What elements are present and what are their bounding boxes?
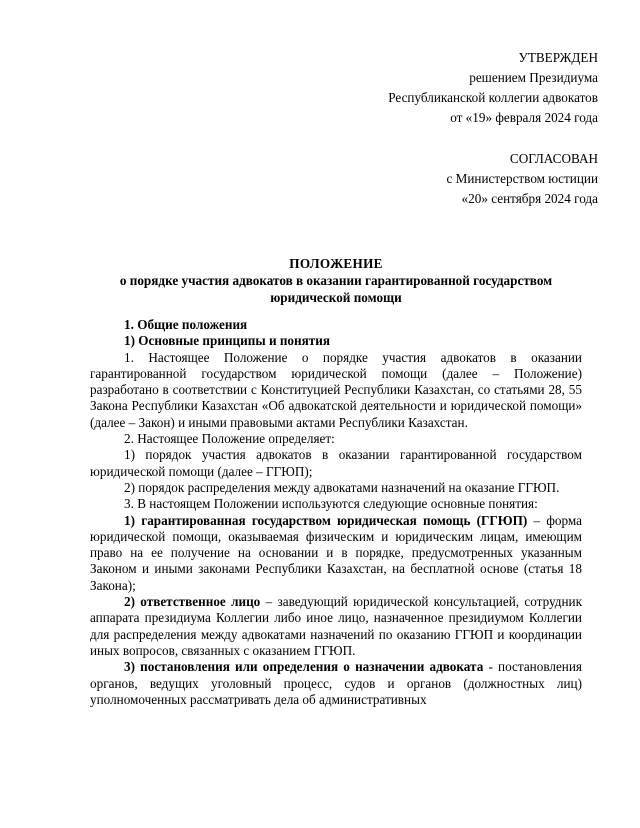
paragraph-3: 3. В настоящем Положении используются следующие основные понятия: — [124, 496, 538, 512]
agreed-heading: СОГЛАСОВАН — [509, 151, 598, 166]
approval-header-block — [90, 48, 598, 209]
approved-organization-line: Республиканской коллегии адвокатов — [388, 90, 598, 105]
definition-1-body: – форма юридической помощи, оказываемая физическим и юридическим лицам, имеющим право на ее получение на основании и в порядке, предусмотренных указанным Законом и иными законами Республики Казахстан, на бесплатной основе (статья 18 Закона); — [90, 512, 582, 593]
paragraph-2: 2. Настоящее Положение определяет: — [124, 431, 335, 447]
document-body — [90, 317, 582, 708]
subsection-heading-principles-and-concepts: 1) Основные принципы и понятия — [124, 333, 330, 349]
paragraph-2-item-1: 1) порядок участия адвокатов в оказании гарантированной государством юридической помощи (далее – ГГЮП); — [90, 447, 582, 479]
approved-heading: УТВЕРЖДЕН — [518, 50, 598, 65]
approved-by-group — [90, 48, 598, 128]
definition-item-1 — [90, 513, 582, 594]
paragraph-2-item-2: 2) порядок распределения между адвокатами назначений на оказание ГГЮП. — [124, 479, 560, 495]
definition-1-term: 1) гарантированная государством юридическая помощь (ГГЮП) — [124, 512, 528, 528]
definition-2-body: – заведующий юридической консультацией, сотрудник аппарата президиума Коллегии либо иное лицо, назначенное президиумом Коллегии для распределения между адвокатами назначений по оказанию ГГЮП и координации иных вопросов, связанных с оказанием ГГЮП. — [90, 594, 582, 658]
agreed-authority-line: с Министерством юстиции — [446, 171, 598, 186]
definition-2-term: 2) ответственное лицо — [124, 594, 261, 610]
definition-3-body: - постановления органов, ведущих уголовный процесс, судов и органов (должностных лиц) уполномоченных рассматривать дела об административных — [90, 659, 582, 707]
document-subtitle-line-2: юридической помощи — [270, 290, 402, 305]
definition-item-2 — [90, 594, 582, 659]
agreed-by-group — [90, 149, 598, 209]
approved-date-line: от «19» февраля 2024 года — [450, 110, 598, 125]
definition-item-3 — [90, 659, 582, 708]
page-title: ПОЛОЖЕНИЕ — [289, 256, 383, 271]
definition-3-term: 3) постановления или определения о назначении адвоката — [124, 659, 484, 675]
agreed-date-line: «20» сентября 2024 года — [461, 191, 598, 206]
section-heading-general-provisions: 1. Общие положения — [124, 317, 248, 332]
document-title-block — [90, 255, 582, 306]
document-subtitle-line-1: о порядке участия адвокатов в оказании гарантированной государством — [119, 273, 553, 288]
paragraph-1: 1. Настоящее Положение о порядке участия адвокатов в оказании гарантированной государством юридической помощи (далее – Положение) разработано в соответствии с Конституцией Республики Казахстан, со статьями 28, 55 Закона Республики Казахстан «Об адвокатской деятельности и юридической помощи» (далее – Закон) и иными правовыми актами Республики Казахстан. — [90, 349, 582, 430]
approved-authority-line: решением Президиума — [469, 70, 598, 85]
